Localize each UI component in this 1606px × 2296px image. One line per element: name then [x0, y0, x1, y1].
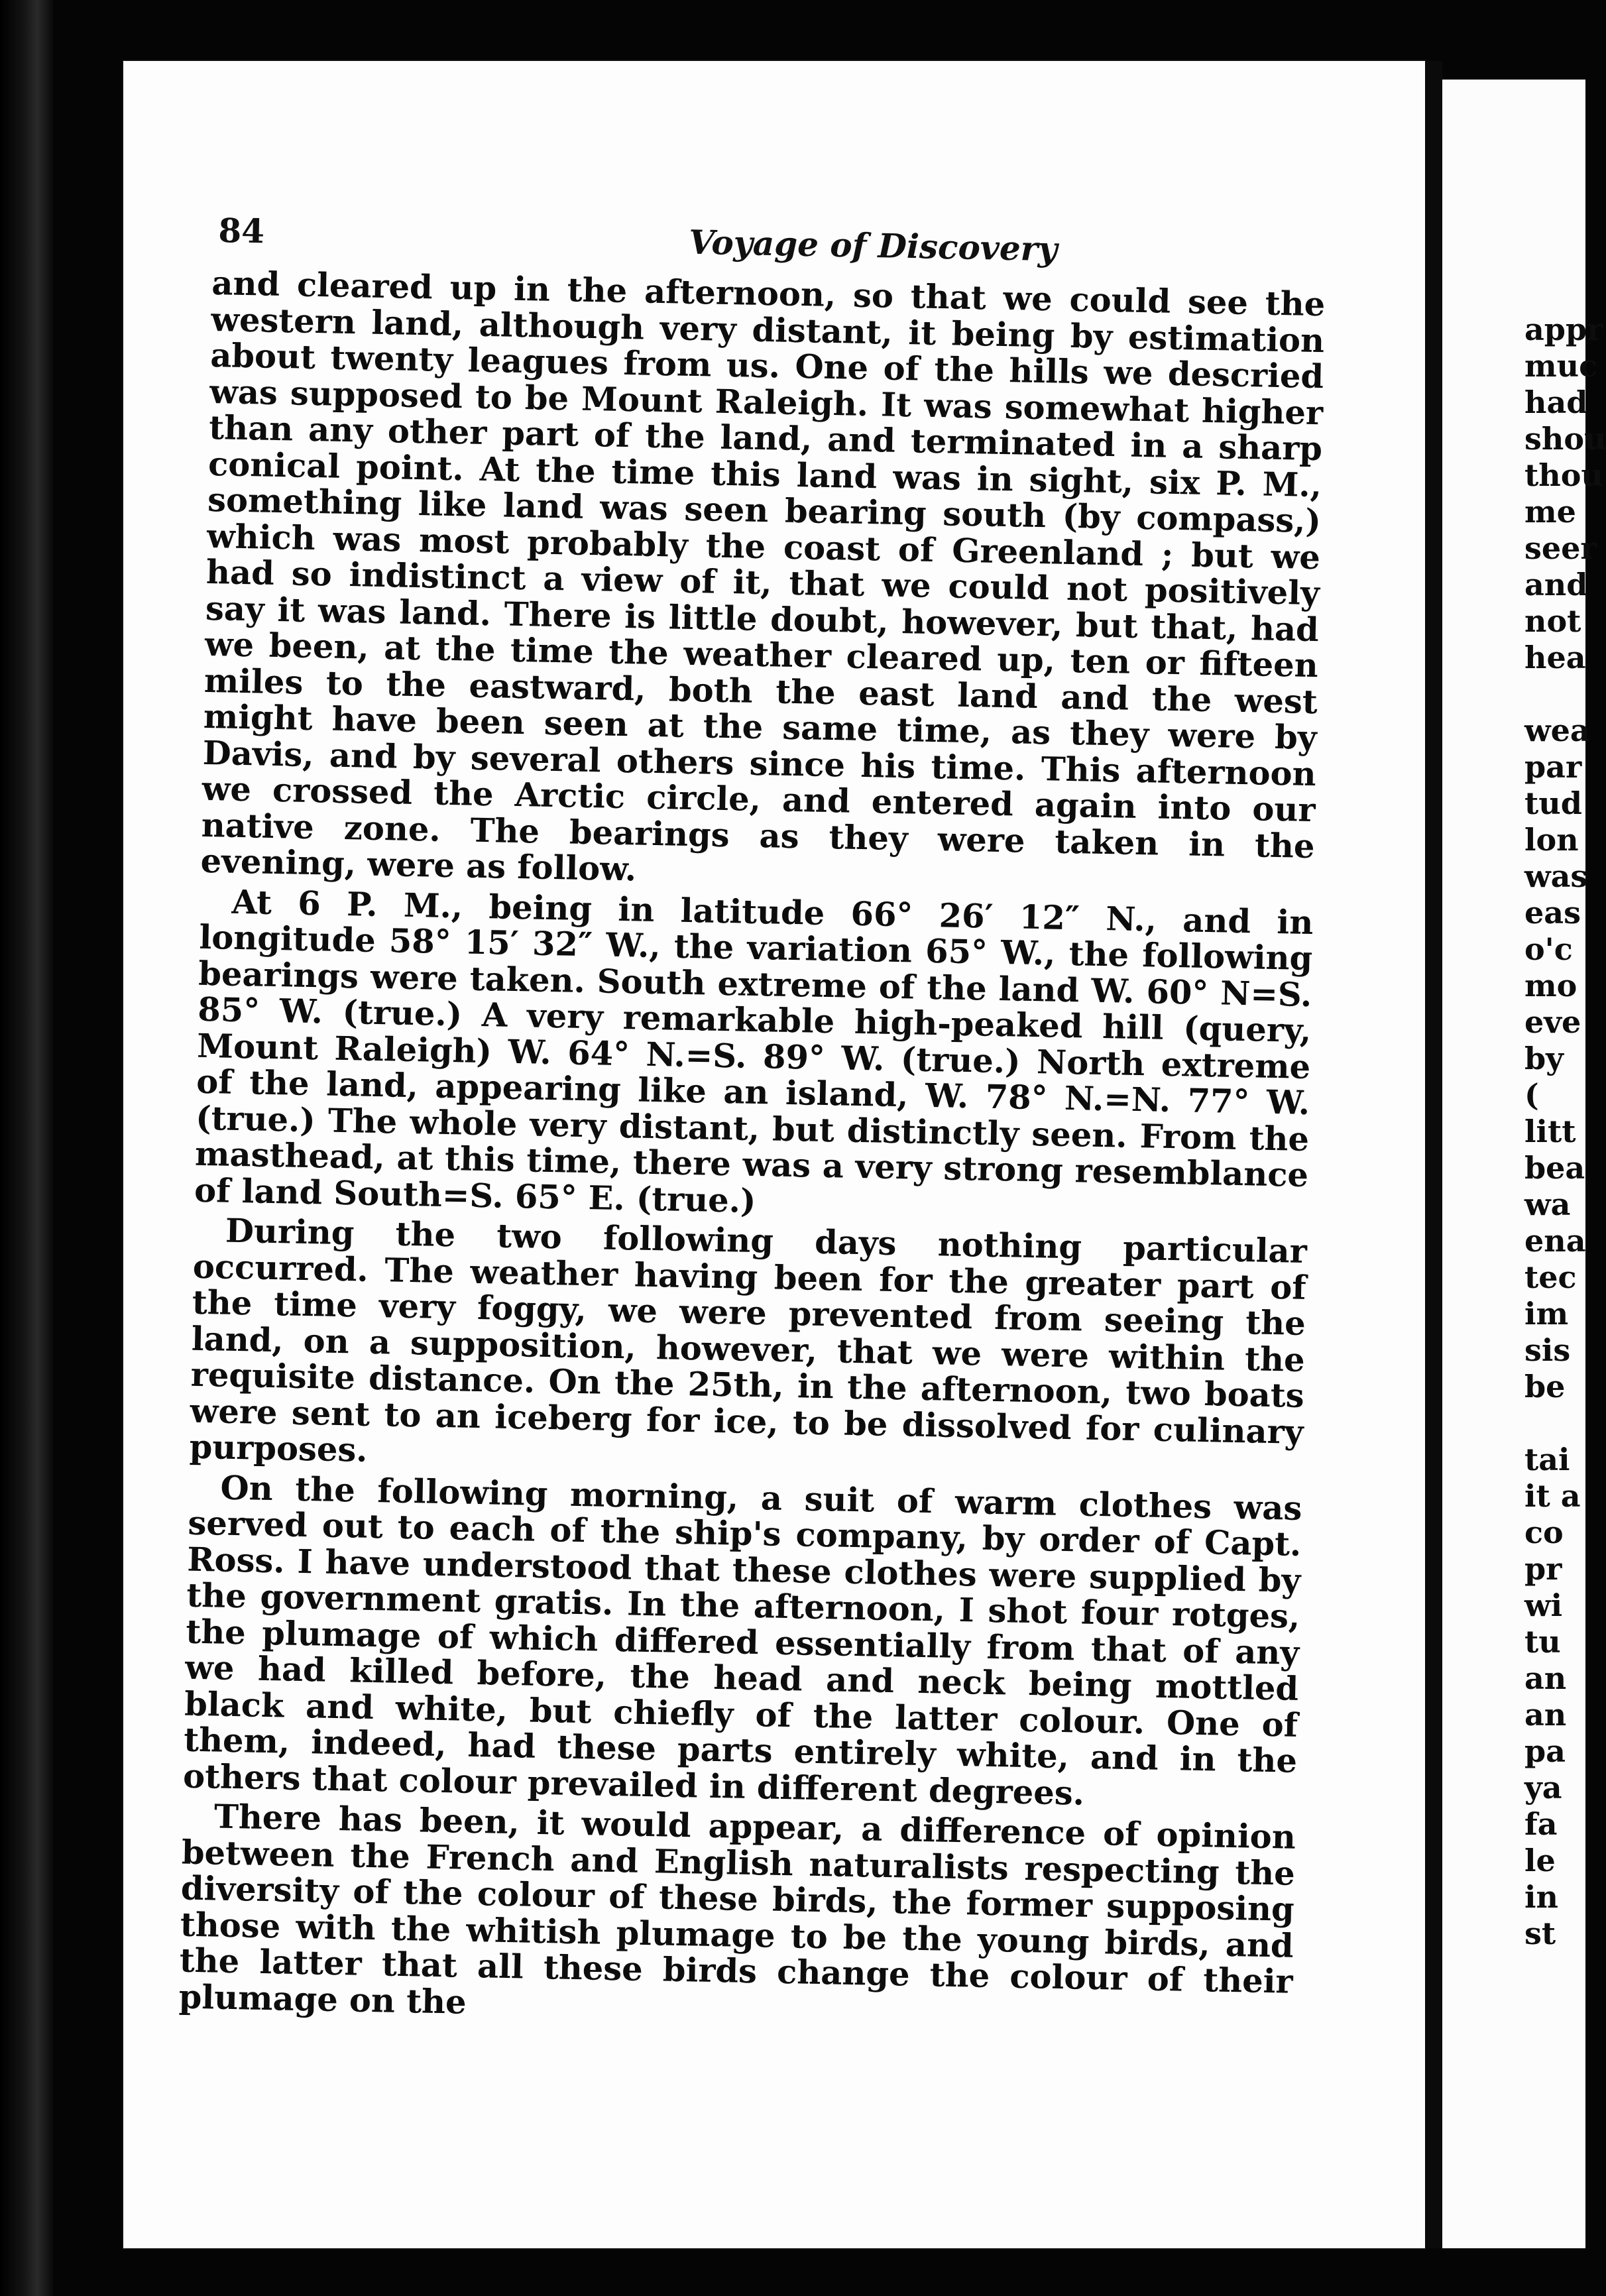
right-page-fragment-line: pr	[1524, 1551, 1562, 1587]
book-binding-edge	[0, 0, 53, 2296]
right-page-fragment-line: hea	[1524, 640, 1586, 675]
right-page-fragment-line: seer	[1524, 530, 1597, 566]
right-page-fragment-line: mo	[1524, 968, 1577, 1004]
right-page-fragment-line: co	[1524, 1515, 1564, 1550]
paragraph-3: During the two following days nothing particular occurred. The weather having been for the greater part of the time very foggy, we were prevented from seeing the land, on a supposition, however, that we were within the requisite distance. On the 25th, in the afternoon, two boats were sent to an iceberg for ice, to be dissolved for culinary purposes.	[189, 1211, 1308, 1469]
right-page-fragment-line: in	[1524, 1879, 1558, 1915]
right-page-fragment-line: sis	[1524, 1332, 1571, 1368]
right-page-fragment-line: it a	[1524, 1478, 1581, 1514]
right-page-fragment-line: tai	[1524, 1442, 1570, 1477]
right-page-fragment-line: not	[1524, 603, 1581, 639]
right-page-fragment-line: (	[1524, 1077, 1539, 1113]
right-page-fragment-line: was	[1524, 858, 1588, 894]
right-page-fragment-line	[1524, 676, 1591, 713]
right-page-fragment-line: tu	[1524, 1624, 1561, 1660]
right-page-fragment-line: wa	[1524, 1186, 1571, 1222]
right-page-fragment-line: an	[1524, 1660, 1567, 1696]
right-page-fragment-line: eve	[1524, 1004, 1581, 1040]
paragraph-2: At 6 P. M., being in latitude 66° 26′ 12″ N., and in longitude 58° 15′ 32″ W., the variation 65° W., the following bearings were taken. South extreme of the land W. 60° N=S. 85° W. (true.) A very remarkable high-peaked hill (query, Mount Raleigh) W. 64° N.=S. 89° W. (true.) North extreme of the land, appearing like an island, W. 78° N.=N. 77° W. (true.) The whole very distant, but distinctly seen. From the masthead, at this time, there was a very strong resemblance of land South=S. 65° E. (true.)	[194, 882, 1314, 1220]
right-page-fragment-line: appr	[1524, 312, 1603, 347]
right-page-fragment-line: im	[1524, 1296, 1569, 1332]
right-page-fragment-line: by	[1524, 1041, 1564, 1076]
right-page-fragment-line: pa	[1524, 1733, 1566, 1769]
page-number: 84	[217, 211, 265, 251]
right-page-fragment-line: ena	[1524, 1223, 1586, 1259]
right-page-fragment-line: lon	[1524, 822, 1579, 858]
right-page-fragment-line: le	[1524, 1843, 1556, 1878]
right-page-fragment-line: ya	[1524, 1770, 1562, 1806]
paragraph-4: On the following morning, a suit of warm clothes was served out to each of the ship's company, by order of Capt. Ross. I have understood that these clothes were supplied by the government gratis. In the afternoon, I shot four rotges, the plumage of which differed essentially from that of any we had killed before, the head and neck being mottled black and white, but chiefly of the latter colour. One of them, indeed, had these parts entirely white, and in the others that colour prevailed in different degrees.	[182, 1468, 1302, 1813]
right-page-fragment-line: me	[1524, 494, 1576, 530]
paragraph-5: There has been, it would appear, a difference of opinion between the French and English naturalists respecting the diversity of the colour of these birds, the former supposing those with the whitish plumage to be the young birds, and the latter that all these birds change the colour of their plumage on the	[178, 1797, 1296, 2022]
right-page-fragment-line: o'c	[1524, 931, 1573, 967]
right-page-fragment-line: par	[1524, 749, 1582, 785]
right-page-fragment-line: thou	[1524, 457, 1603, 493]
right-page-fragment-line: an	[1524, 1697, 1567, 1733]
page-body-text	[178, 265, 1325, 2036]
right-page-fragment-line: tec	[1524, 1259, 1577, 1295]
page-gutter	[1425, 61, 1442, 2248]
right-page-fragment-line: st	[1524, 1916, 1556, 1951]
right-page-fragment-line	[1524, 1405, 1591, 1442]
right-page-fragment-line: eas	[1524, 895, 1581, 931]
right-page-fragment-line: litt	[1524, 1114, 1576, 1149]
right-page-fragment-line: bea	[1524, 1150, 1585, 1186]
right-page-fragment-line: be	[1524, 1369, 1566, 1405]
right-page-text-fragments	[1524, 312, 1606, 1952]
right-page-fragment-line: had	[1524, 384, 1588, 420]
right-page-fragment-line: fa	[1524, 1806, 1558, 1842]
right-page-fragment-line: tud	[1524, 785, 1582, 821]
right-page-fragment-line: and	[1524, 567, 1588, 603]
right-page-fragment-line: muc	[1524, 348, 1598, 384]
right-page-fragment-line: wea	[1524, 713, 1590, 748]
paragraph-1: and cleared up in the afternoon, so that we could see the western land, although very distant, it being by estimation about twenty leagues from us. One of the hills we descried was supposed to be Mount Raleigh. It was somewhat higher than any other part of the land, and terminated in a sharp conical point. At the time this land was in sight, six P. M., something like land was seen bearing south (by compass,) which was most probably the coast of Greenland ; but we had so indistinct a view of it, that we could not positively say it was land. There is little doubt, however, but that, had we been, at the time the weather cleared up, ten or fifteen miles to the eastward, both the east land and the west might have been seen at the same time, as they were by Davis, and by several others since his time. This afternoon we crossed the Arctic circle, and entered again into our native zone. The bearings as they were taken in the evening, were as follow.	[200, 264, 1326, 889]
right-page-fragment-line: wi	[1524, 1587, 1563, 1623]
right-page-fragment-line: shou	[1524, 421, 1606, 457]
running-head: Voyage of Discovery	[688, 222, 1058, 269]
